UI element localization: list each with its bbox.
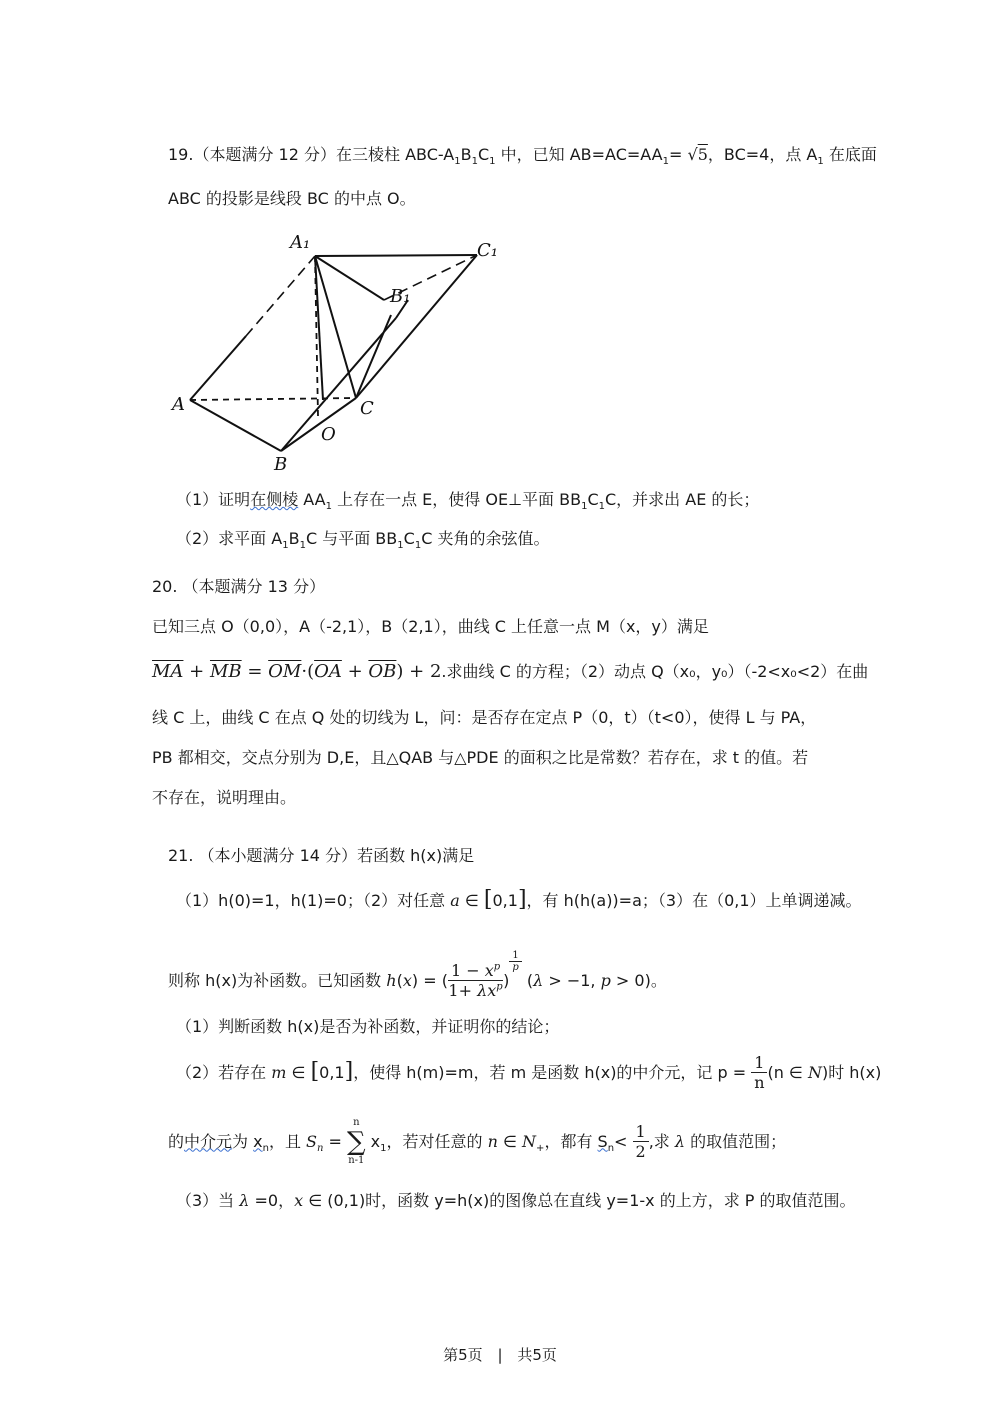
q21-part1: （1）判断函数 h(x)是否为补函数，并证明你的结论； (176, 1017, 560, 1036)
q19-line2: ABC 的投影是线段 BC 的中点 O。 (168, 189, 416, 208)
page-number: 第5页 (443, 1346, 483, 1364)
q21-conditions: （1）h(0)=1，h(1)=0；（2）对任意 a ∈ [0,1]，有 h(h(a))=a；（3）在（0,1）上单调递减。 (176, 887, 862, 912)
q21-header: 21. （本小题满分 14 分）若函数 h(x)满足 (168, 846, 475, 865)
q20-header: 20. （本题满分 13 分） (152, 577, 326, 596)
page-footer (0, 1344, 1000, 1365)
q21-part3: （3）当 λ =0，x ∈ (0,1)时，函数 y=h(x)的图像总在直线 y=1-x 的上方，求 P 的取值范围。 (176, 1191, 856, 1210)
label-A: A (172, 394, 185, 415)
label-C1: C₁ (477, 240, 498, 261)
q20-line2 (152, 661, 868, 683)
q20-line4: PB 都相交，交点分别为 D,E，且△QAB 与△PDE 的面积之比是常数？若存在，求 t 的值。若 (152, 748, 809, 767)
q19-line1 (168, 144, 877, 166)
q20-line3: 线 C 上，曲线 C 在点 Q 处的切线为 L，问：是否存在定点 P（0，t）（t<0），使得 L 与 PA， (152, 708, 817, 727)
label-A1: A₁ (290, 232, 311, 253)
page-total: 共5页 (517, 1346, 557, 1364)
q19-part2: （2）求平面 $A_1B_1C$ 与平面 $BB_1C_1C$ 夹角的余弦值。 (176, 529, 550, 552)
q21-part2-b: 的中介元为 $x_n$，且 $S_n$ = n ∑ n-1 $x_1$，若对任意的 n ∈ $N_+$，都有 $S_n<$ $\frac{1}{2}$ ,求 λ 的取值范围； (168, 1117, 787, 1166)
footer-separator: | (497, 1346, 503, 1364)
q20-formula: $\overline{MA} + \overline{MB} = \overline{OM}\cdot(\overline{OA} + \overline{OB}) + 2$ (152, 661, 442, 682)
q21-part2-a: （2）若存在 m ∈ [0,1]，使得 h(m)=m，若 m 是函数 h(x)的中介元，记 p = $\frac{1}{n}$ (n ∈ N)时 h(x) (176, 1053, 882, 1092)
label-O: O (321, 424, 336, 445)
prism-figure (168, 230, 508, 475)
q20-line2-rest: .求曲线 C 的方程；（2）动点 Q（x₀，y₀）（-2<x₀<2）在曲 (441, 662, 869, 681)
q20-line5: 不存在，说明理由。 (152, 788, 297, 807)
q21-define: 则称 h(x)为补函数。已知函数 h(x) = ( $\frac{1 - x^p}{1+ \lambda x^p}$ ) $^{\frac{1}{p}}$ (λ > −1, p > 0)。 (168, 950, 667, 1000)
q20-line1: 已知三点 O（0,0），A（-2,1），B（2,1），曲线 C 上任意一点 M（x，y）满足 (152, 617, 709, 636)
label-C: C (360, 398, 374, 419)
label-B1: B₁ (390, 286, 411, 307)
q19-line1-text: 19.（本题满分 12 分）在三棱柱 ABC-$A_1B_1C_1$ 中，已知 $AB=AC=AA_1= √5$，BC=4，点 $A_1$ 在底面 (168, 145, 877, 168)
q19-part1: （1）证明在侧棱 $AA_1$ 上存在一点 E，使得 OE⊥平面 $BB_1C_1C$，并求出 AE 的长； (176, 490, 760, 513)
label-B: B (274, 454, 288, 475)
